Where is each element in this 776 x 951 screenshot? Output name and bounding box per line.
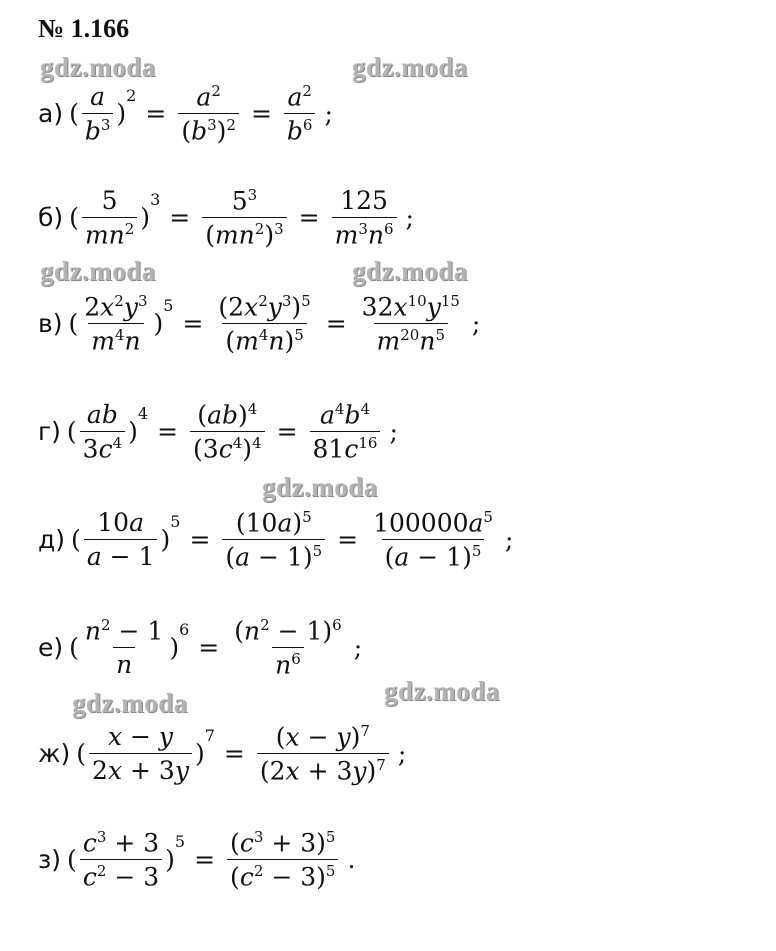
equation-v: в) ( $\frac{2x^2y^3}{m^4n}$ ) 5 = $\frac{(2x^2y^3)^5}{(m^4n)^5}$ = $\frac{32x^{10}y^{15}}{m^{20}n^5}$ ;	[38, 292, 481, 356]
watermark: gdz.moda	[352, 256, 468, 286]
item-label: е)	[38, 633, 64, 663]
equation-z: з) ( $\frac{c^3 + 3}{c^2 - 3}$ ) 5 = $\frac{(c^3 + 3)^5}{(c^2 - 3)^5}$ .	[38, 828, 356, 892]
item-label: ж)	[38, 739, 71, 769]
item-label: з)	[38, 845, 62, 875]
watermark: gdz.moda	[72, 688, 188, 718]
equation-d: д) ( $\frac{10a}{a - 1}$ ) 5 = $\frac{(10a)^5}{(a - 1)^5}$ = $\frac{100000a^5}{(a - 1)^5}$ ;	[38, 508, 514, 572]
equation-zh: ж) ( $\frac{x - y}{2x + 3y}$ ) 7 = $\frac{(x - y)^7}{(2x + 3y)^7}$ ;	[38, 722, 407, 786]
item-label: в)	[38, 309, 63, 339]
watermark: gdz.moda	[40, 52, 156, 82]
equation-g: г) ( $\frac{ab}{3c^4}$ ) 4 = $\frac{(ab)^4}{(3c^4)^4}$ = $\frac{a^4b^4}{81c^{16}}$ ;	[38, 400, 398, 464]
item-label: а)	[38, 99, 64, 129]
equation-a: а) ( $\frac{a}{b^3}$ ) 2 = $\frac{a^2}{(b^3)^2}$ = $\frac{a^2}{b^6}$ ;	[38, 82, 333, 146]
item-label: г)	[38, 417, 61, 447]
equation-e: е) ( $\frac{n^2 - 1}{n}$ ) 6 = $\frac{(n^2 - 1)^6}{n^6}$ ;	[38, 616, 363, 680]
item-label: д)	[38, 525, 66, 555]
watermark: gdz.moda	[384, 676, 500, 706]
item-label: б)	[38, 203, 64, 233]
equation-b: б) ( $\frac{5}{mn^2}$ ) 3 = $\frac{5^3}{(mn^2)^3}$ = $\frac{125}{m^3n^6}$ ;	[38, 186, 414, 250]
watermark: gdz.moda	[262, 472, 378, 502]
watermark: gdz.moda	[352, 52, 468, 82]
problem-number: № 1.166	[38, 14, 130, 43]
watermark: gdz.moda	[40, 256, 156, 286]
